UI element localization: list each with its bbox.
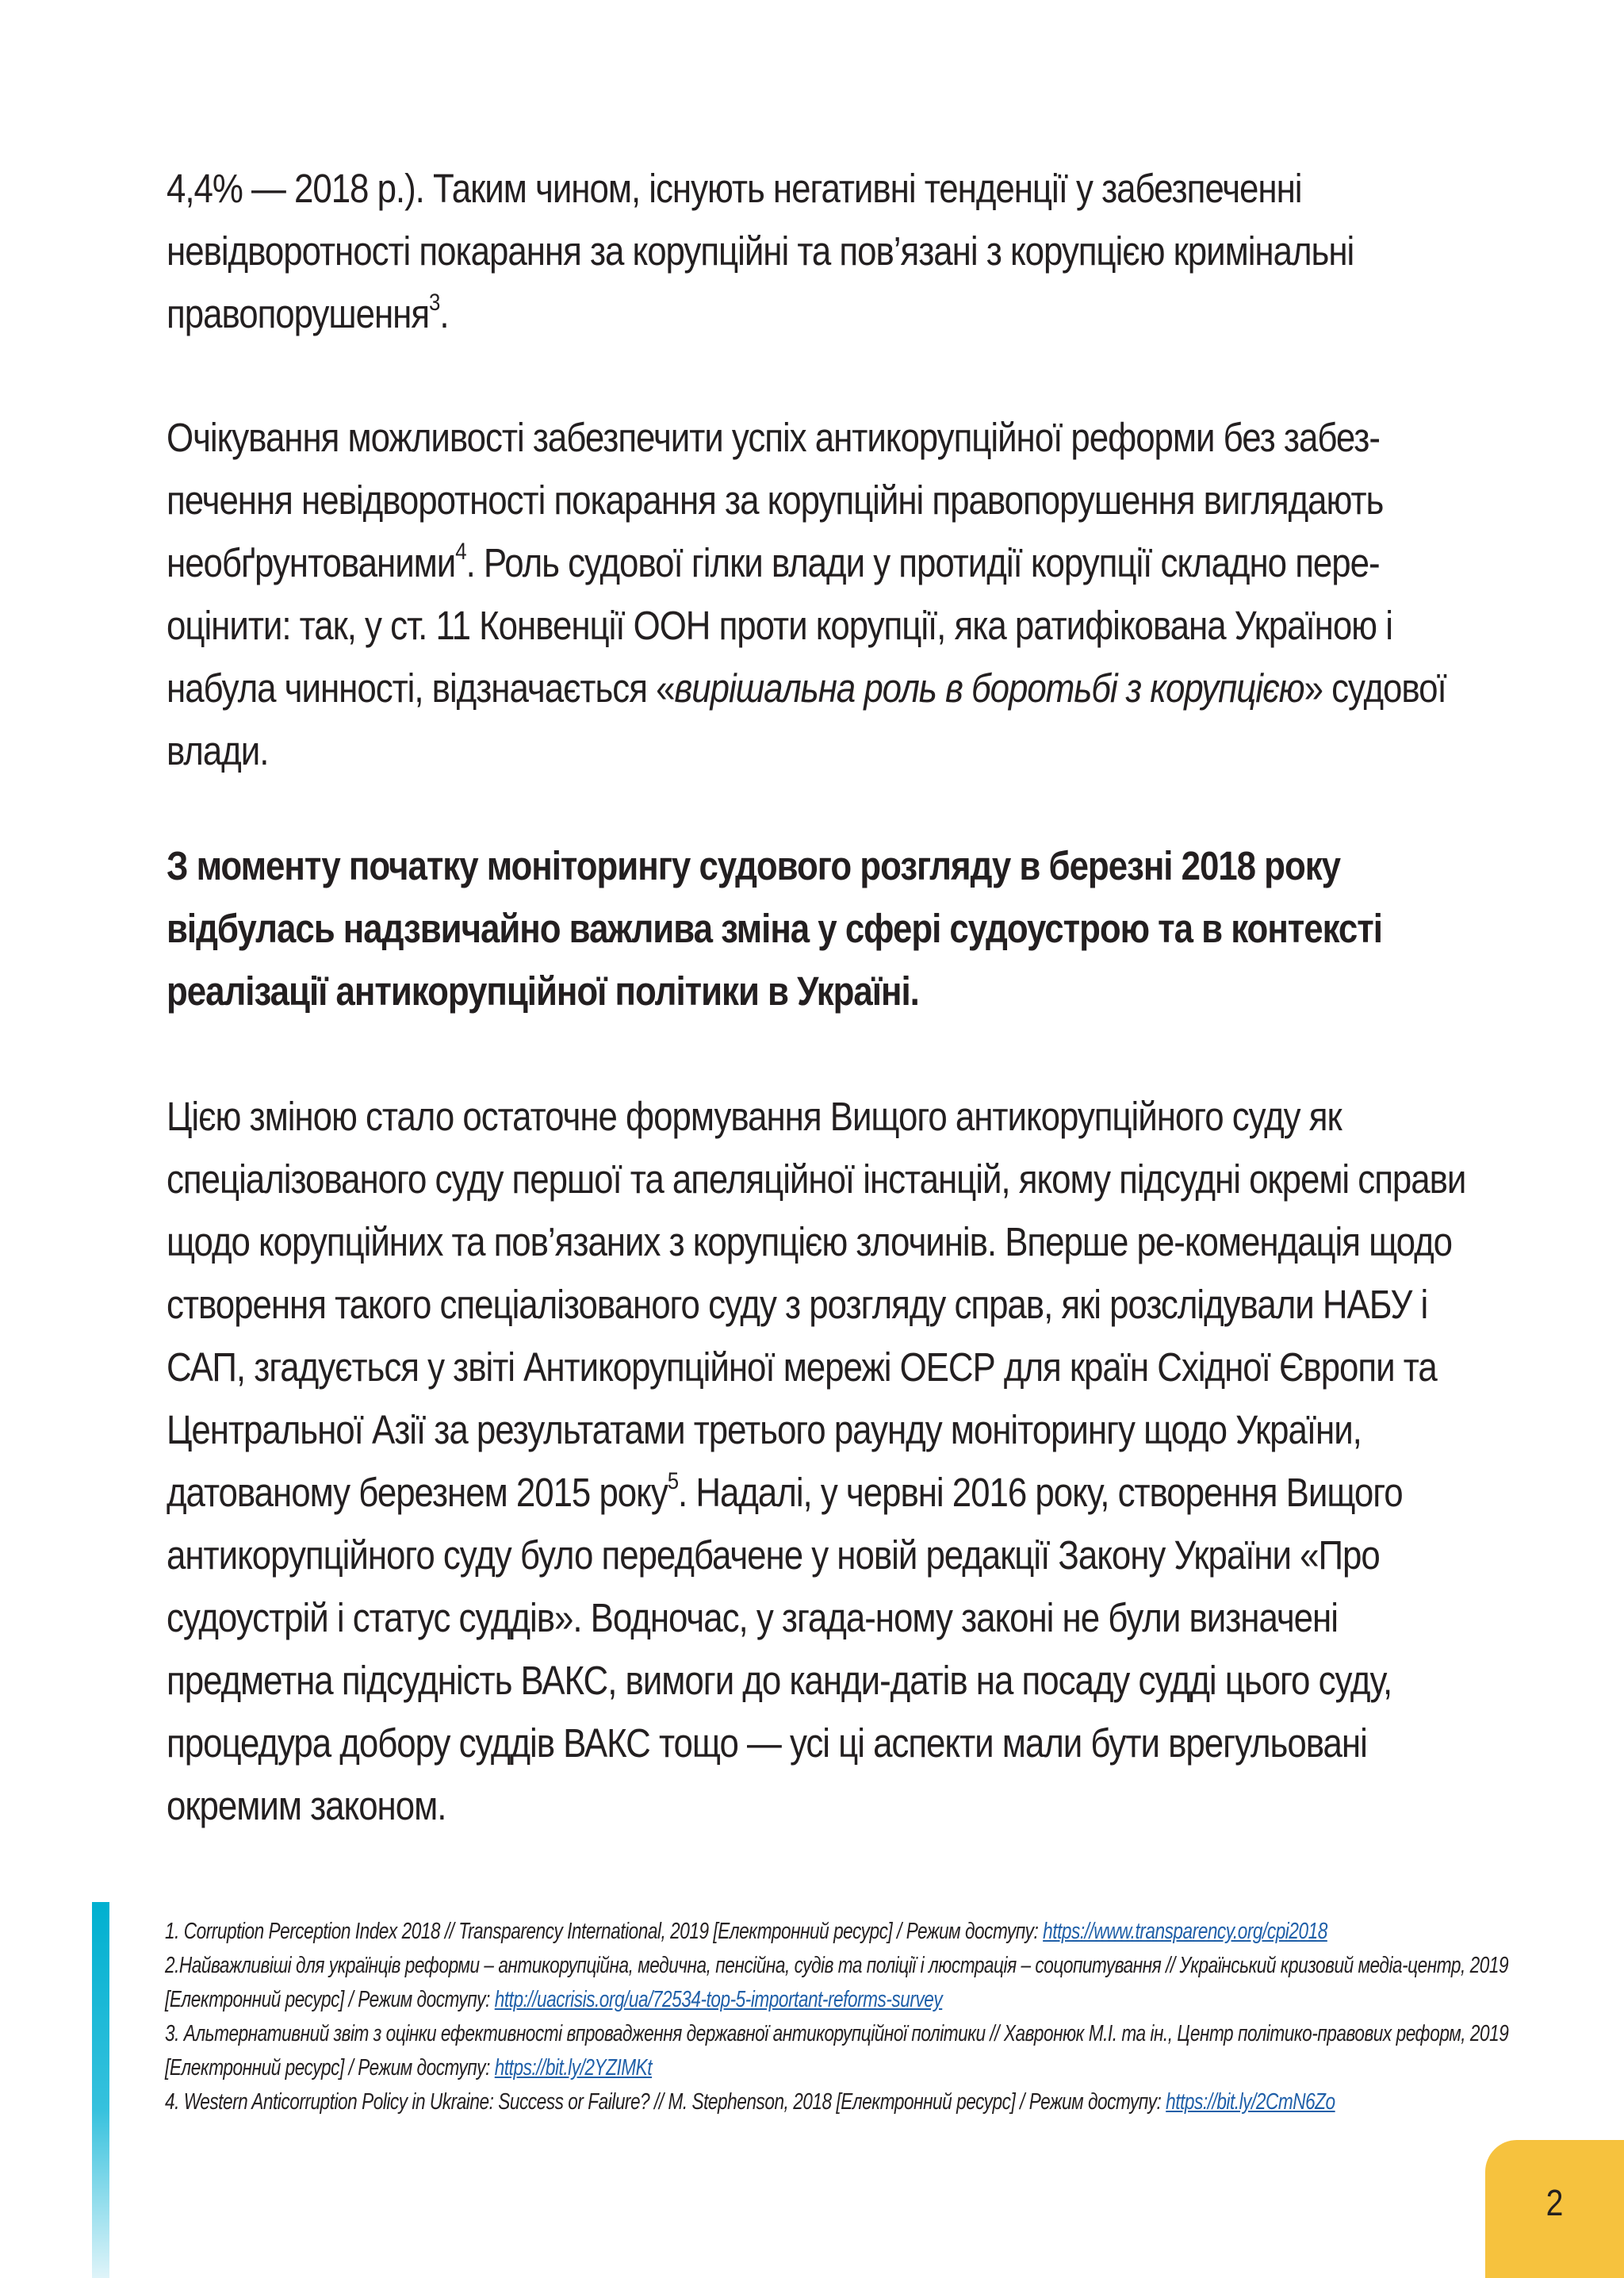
footnote-1-text: 1. Corruption Perception Index 2018 // Transparency International, 2019 [Електронний ресурс] / Режим доступу: [165, 1919, 1044, 1944]
footnote-2 [165, 1949, 1615, 2017]
paragraph-2 [167, 406, 1446, 782]
paragraph-4-text-b: . Надалі, у червні 2016 року, створення Вищого антикорупційного суду було передбачене у новій редакції Закону України «Про судоустрій і статус суддів». Водночас, у згада-ному законі не були визначені предметна підсудність ВАКС, вимоги до канди-датів на посаду судді цього суду, процедура добору суддів ВАКС тощо — усі ці аспекти мали бути врегульовані окремим законом. [167, 1470, 1403, 1828]
footnote-ref-5[interactable]: 5 [667, 1468, 679, 1494]
paragraph-4 [167, 1085, 1466, 1837]
paragraph-2-text-a: Очікування можливості забезпечити успіх антикорупційної реформи без забез-печення невідворотності покарання за корупційні правопорушення виглядають необґрунтованими [167, 415, 1384, 585]
footnotes [165, 1915, 1509, 2119]
footnote-4 [165, 2085, 1615, 2119]
footnote-ref-4[interactable]: 4 [455, 539, 466, 565]
paragraph-2-text-b: . Роль судової гілки влади у протидії корупції складно пере-оцінити: так, у ст. 11 Конвенції ООН проти корупції, яка ратифікована Україною і набула чинності, відзначається « [167, 540, 1392, 711]
paragraph-1-text: 4,4% — 2018 р.). Таким чином, існують негативні тенденції у забезпеченні невідворотності покарання за корупційні та пов’язані з корупцією кримінальні правопорушення [167, 166, 1354, 336]
page-number-tab [1485, 2140, 1624, 2278]
footnote-ref-3[interactable]: 3 [429, 290, 440, 316]
footnote-3-link[interactable]: https://bit.ly/2YZIMKt [494, 2055, 653, 2080]
footnote-4-link[interactable]: https://bit.ly/2CmN6Zo [1166, 2089, 1335, 2115]
paragraph-2-text-c: » судової влади. [167, 665, 1446, 773]
paragraph-1 [167, 157, 1354, 345]
footnote-2-link[interactable]: http://uacrisis.org/ua/72534-top-5-important-reforms-survey [494, 1987, 943, 2012]
footnote-2-text: 2.Найважливіші для українців реформи – антикорупційна, медична, пенсійна, судів та поліції і люстрація – соцопитування // Український кризовий медіа-центр, 2019 [Електронний ресурс] / Режим доступу: [165, 1953, 1509, 2012]
paragraph-4-text-a: Цією зміною стало остаточне формування Вищого антикорупційного суду як спеціалізованого суду першої та апеляційної інстанцій, якому підсудні окремі справи щодо корупційних та пов’язаних з корупцією злочинів. Вперше ре-комендація щодо створення такого спеціалізованого суду з розгляду справ, які розслідували НАБУ і САП, згадується у звіті Антикорупційної мережі ОЕСР для країн Східної Європи та Центральної Азії за результатами третього раунду моніторингу щодо України, датованому березнем 2015 року [167, 1094, 1466, 1515]
footnote-3 [165, 2017, 1615, 2085]
footnote-1-link[interactable]: https://www.transparency.org/cpi2018 [1043, 1919, 1327, 1944]
highlight-paragraph [167, 834, 1382, 1022]
footnote-4-text: 4. Western Anticorruption Policy in Ukraine: Success or Failure? // M. Stephenson, 2018 [Електронний ресурс] / Режим доступу: [165, 2089, 1166, 2115]
footnote-1 [165, 1915, 1615, 1949]
page-number: 2 [1545, 2182, 1564, 2223]
paragraph-1-tail: . [439, 291, 449, 336]
footnote-3-text: 3. Альтернативний звіт з оцінки ефективності впровадження державної антикорупційної політики // Хавронюк М.І. та ін., Центр політико-правових реформ, 2019 [Електронний ресурс] / Режим доступу: [165, 2021, 1509, 2080]
paragraph-2-quote: вирішальна роль в боротьбі з корупцією [674, 665, 1304, 711]
footnotes-accent-bar [92, 1902, 109, 2278]
highlight-paragraph-text: З моменту початку моніторингу судового розгляду в березні 2018 року відбулась надзвичайно важлива зміна у сфері судоустрою та в контексті реалізації антикорупційної політики в Україні. [167, 843, 1382, 1014]
